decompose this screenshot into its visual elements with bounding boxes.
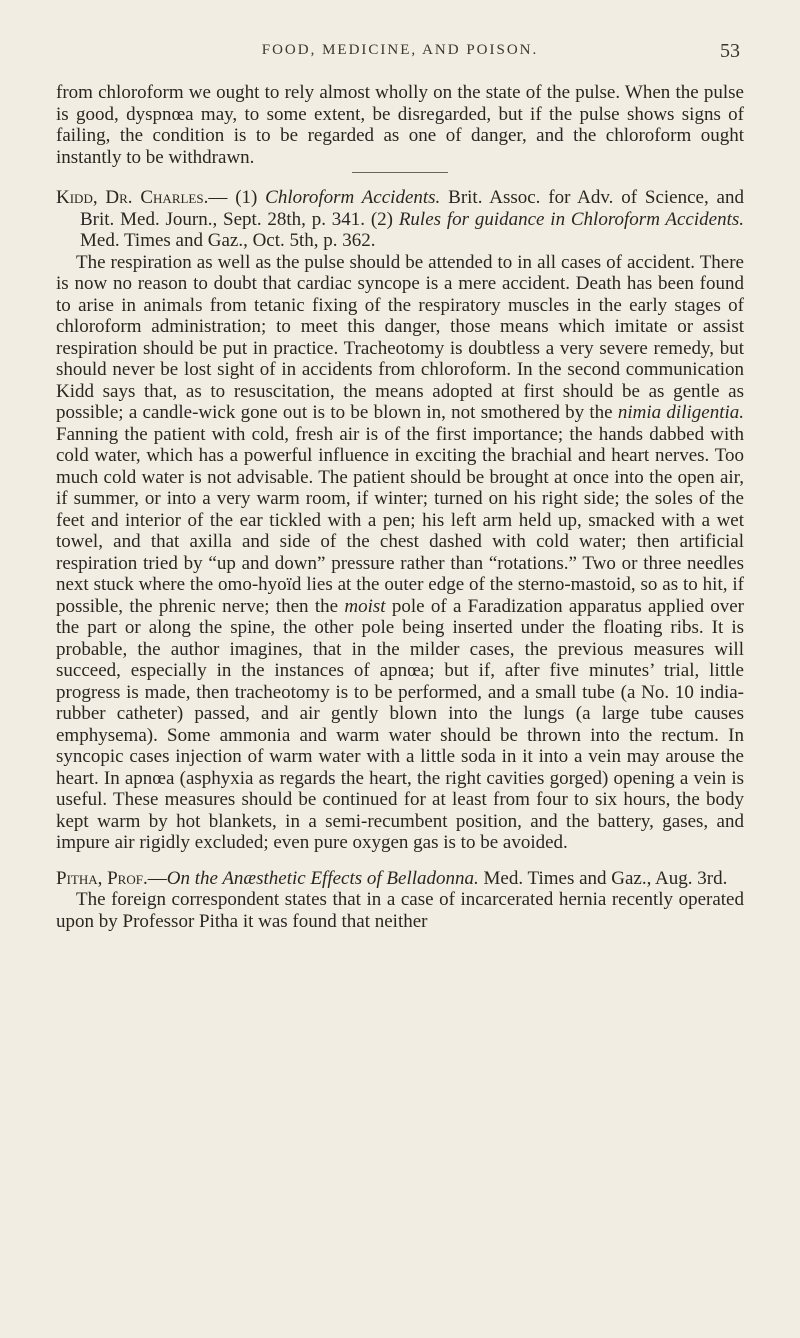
entry-dash: — <box>147 867 167 889</box>
entry-title: Chloroform Accidents. <box>265 187 441 208</box>
body-text: pole of a Faradization apparatus applied over the part or along the spine, the other pole being inserted under the floating ribs. It is probable, the author imagines, that in the milder cases, the previous measures will succeed, especially in the instances of apnœa; but if, after five minutes’ trial, little progress is made, then tracheotomy is to be performed, and a small tube (a No. 10 india-rubber catheter) passed, and air gently blown into the lungs (a large tube causes emphysema). Some ammonia and warm water should be thrown into the rectum. In syncopic cases injection of warm water with a little soda in it into a vein may arouse the heart. In apnœa (asphyxia as regards the heart, the right cavities gorged) opening a vein is useful. These measures should be continued for at least from four to six hours, the body kept warm by hot blankets, in a semi-recumbent position, and the battery, gases, and impure air rigidly excluded; even pure oxygen gas is to be avoided. <box>56 595 745 853</box>
italic-phrase: moist <box>344 595 386 617</box>
entry-title: Rules for guidance in Chloroform Accidents. <box>398 208 744 230</box>
page-body <box>56 82 744 932</box>
entry-source: Med. Times and Gaz., Aug. 3rd. <box>478 867 728 889</box>
page-header <box>0 42 800 68</box>
pitha-summary-paragraph: The foreign correspondent states that in a case of incarcerated hernia recently operated upon by Professor Pitha it was found that neither <box>56 889 744 932</box>
entry-source: Med. Times and Gaz., Oct. 5th, p. 362. <box>80 230 376 251</box>
body-text: Fanning the patient with cold, fresh air is of the first importance; the hands dabbed with cold water, which has a powerful influence in exciting the brachial and heart nerves. Too much cold water is not advisable. The patient should be brought at once into the open air, if summer, or into a very warm room, if winter; turned on his right side; the soles of the feet and interior of the ear tickled with a pen; his left arm held up, smacked with a wet towel, and that axilla and side of the chest dashed with cold water; then artificial respiration tried by “up and down” pressure rather than “rotations.” Two or three needles next stuck where the omo-hyoïd lies at the outer edge of the sterno-mastoid, so as to hit, if possible, the phrenic nerve; then the <box>56 423 744 617</box>
italic-phrase: nimia diligentia. <box>617 402 745 423</box>
bibliography-entry-pitha <box>56 868 744 890</box>
entry-author: Kidd, Dr. Charles. <box>56 187 209 208</box>
kidd-summary-paragraph <box>56 252 744 854</box>
entry-title: On the Anæsthetic Effects of Belladonna. <box>166 867 479 889</box>
entry-author: Pitha, Prof. <box>56 867 148 889</box>
entry-refs: — (1) <box>208 187 266 208</box>
entry-source: Brit. Assoc. for Adv. of Science, and Brit. Med. Journ., Sept. 28th, p. 341. (2) <box>80 187 744 230</box>
page-number: 53 <box>720 40 740 62</box>
body-text: The respiration as well as the pulse should be attended to in all cases of accident. There is now no reason to doubt that cardiac syncope is a mere accident. Death has been found to arise in animals from tetanic fixing of the respiratory muscles in the early stages of chloroform administration; to meet this danger, those means which imitate or assist respiration should be put in practice. Tracheotomy is doubtless a very severe remedy, but should never be lost sight of in accidents from chloroform. In the second communication Kidd says that, as to resuscitation, the means adopted at first should be as gentle as possible; a candle-wick gone out is to be blown in, not smothered by the <box>56 251 744 423</box>
section-divider <box>352 172 448 173</box>
bibliography-entry-kidd <box>56 187 744 252</box>
opening-paragraph: from chloroform we ought to rely almost wholly on the state of the pulse. When the pulse is good, dyspnœa may, to some extent, be disregarded, but if the pulse shows signs of failing, the condition is to be regarded as one of danger, and the chloroform ought instantly to be withdrawn. <box>56 82 744 168</box>
running-title: FOOD, MEDICINE, AND POISON. <box>261 42 539 58</box>
